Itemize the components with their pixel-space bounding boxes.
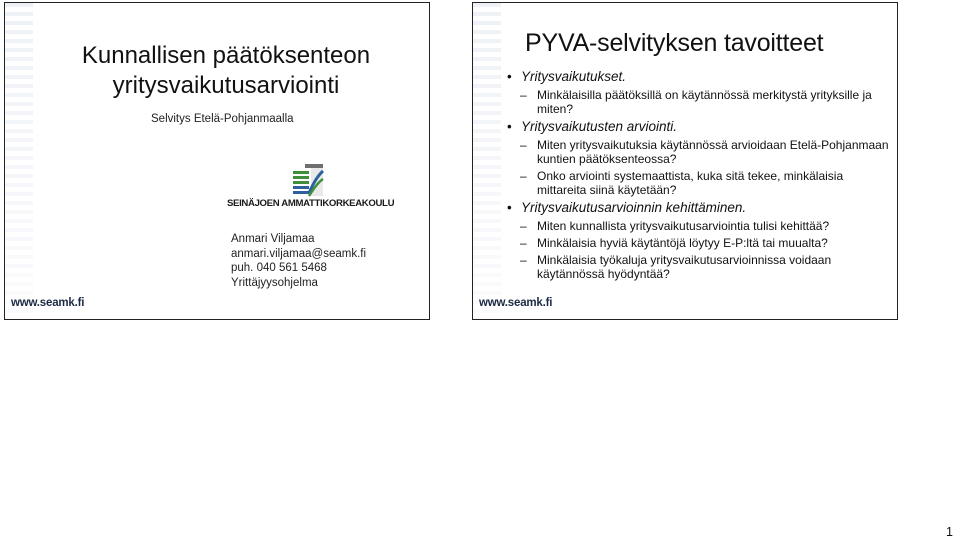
bullet-text: Yritysvaikutusten arviointi. xyxy=(521,119,678,134)
bullet-marker: • xyxy=(507,200,512,215)
bullet-marker: • xyxy=(507,69,512,84)
seamk-logo xyxy=(227,163,397,215)
bullet-item xyxy=(503,200,889,216)
contact-email: anmari.viljamaa@seamk.fi xyxy=(231,247,367,260)
sub-bullet-item xyxy=(503,138,889,166)
contact-phone: puh. 040 561 5468 xyxy=(231,262,327,274)
bullet-text: Minkälaisia työkaluja yritysvaikutusarvioinnissa voidaan käytännössä hyödyntää? xyxy=(537,253,832,281)
dash-marker: – xyxy=(520,138,527,152)
seamk-logo-text: SEINÄJOEN AMMATTIKORKEAKOULU xyxy=(227,198,395,209)
sub-bullet-item xyxy=(503,236,889,250)
slide-1-subtitle: Selvitys Etelä-Pohjanmaalla xyxy=(151,113,294,125)
sub-bullet-item xyxy=(503,253,889,281)
bullet-text: Yritysvaikutusarvioinnin kehittäminen. xyxy=(521,200,747,215)
slide-stripe-decoration xyxy=(473,3,501,319)
bullet-item xyxy=(503,119,889,135)
contact-info xyxy=(231,232,366,290)
dash-marker: – xyxy=(520,219,527,233)
bullet-text: Minkälaisia hyviä käytäntöjä löytyy E-P:ltä tai muualta? xyxy=(537,236,828,250)
sub-bullet-item xyxy=(503,169,889,197)
slide-1 xyxy=(4,2,430,320)
slide-2-title: PYVA-selvityksen tavoitteet xyxy=(525,29,824,57)
sub-bullet-item xyxy=(503,88,889,116)
footer-url: www.seamk.fi xyxy=(479,297,553,309)
page-number: 1 xyxy=(946,525,953,539)
dash-marker: – xyxy=(520,169,527,183)
bullet-text: Miten kunnallista yritysvaikutusarviointia tulisi kehittää? xyxy=(537,219,830,233)
bullet-text: Minkälaisilla päätöksillä on käytännössä merkitystä yrityksille ja miten? xyxy=(537,88,872,116)
bullet-marker: • xyxy=(507,119,512,134)
slide-1-title: Kunnallisen päätöksenteon yritysvaikutusarviointi xyxy=(81,42,371,99)
slide-stripe-decoration xyxy=(5,3,33,319)
footer-url: www.seamk.fi xyxy=(11,297,85,309)
bullet-text: Yritysvaikutukset. xyxy=(521,69,627,84)
contact-program: Yrittäjyysohjelma xyxy=(231,276,318,289)
dash-marker: – xyxy=(520,88,527,102)
dash-marker: – xyxy=(520,236,527,250)
contact-name: Anmari Viljamaa xyxy=(231,233,315,245)
bullet-item xyxy=(503,69,889,85)
bullet-list xyxy=(503,69,889,284)
bullet-text: Onko arviointi systemaattista, kuka sitä tekee, minkälaisia mittareita siinä käytetään? xyxy=(537,169,844,197)
bullet-text: Miten yritysvaikutuksia käytännössä arvioidaan Etelä-Pohjanmaan kuntien päätöksenteossa? xyxy=(537,138,889,166)
seamk-logo-icon xyxy=(289,163,325,199)
dash-marker: – xyxy=(520,253,527,267)
sub-bullet-item xyxy=(503,219,889,233)
slide-2 xyxy=(472,2,898,320)
